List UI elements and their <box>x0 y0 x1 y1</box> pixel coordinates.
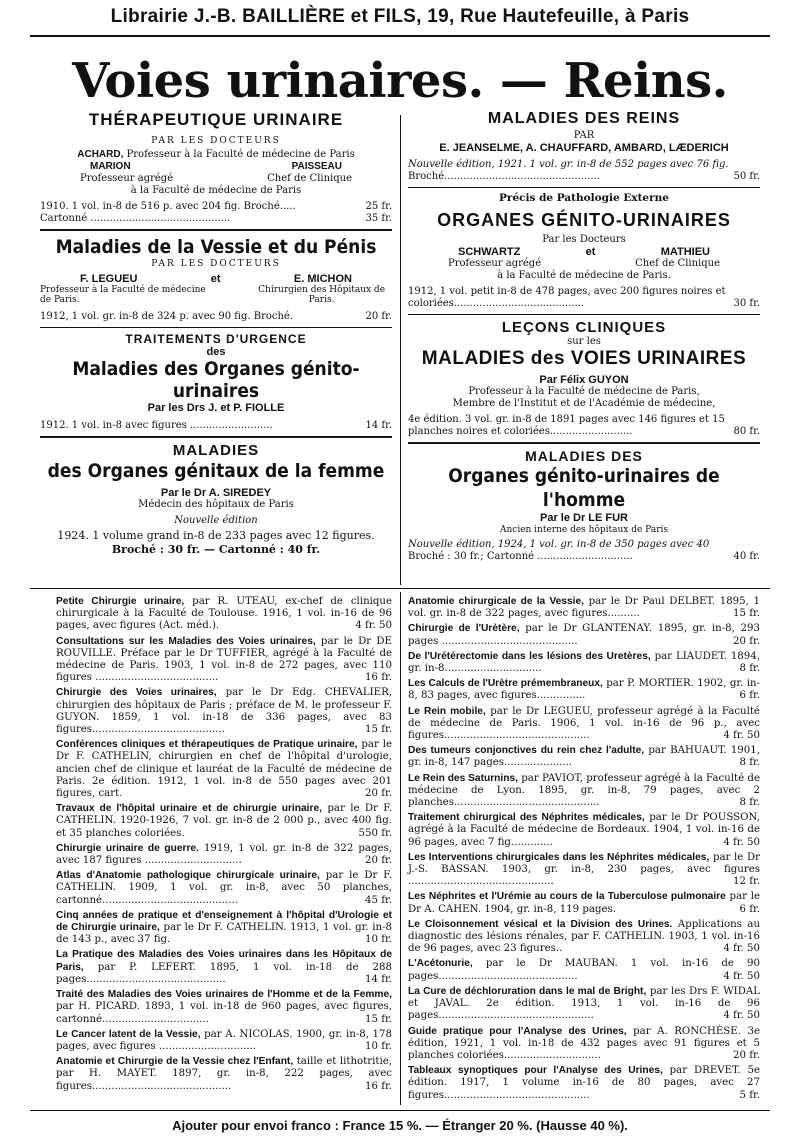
entry-details: par le Dr F. CATHELIN. 1920-1926, 7 vol. gr. in-8 de 2 000 p., avec 400 fig. et 35 planches coloriées. <box>56 803 392 839</box>
shipping-note: Ajouter pour envoi franco : France 15 %. — Étranger 20 %. (Hausse 40 %). <box>172 1118 628 1133</box>
ad-title: MALADIES <box>172 442 260 459</box>
author: F. LEGUEU <box>80 273 138 285</box>
entry-details: par BAHUAUT. 1901, gr. in-8, 147 pages..................... <box>408 745 760 769</box>
entry-title: Les Néphrites et l'Urémie au cours de la Tuberculose pulmonaire <box>408 891 726 903</box>
book-info: Nouvelle édition, 1924, 1 vol. gr. in-8 de 350 pages avec 40 <box>408 539 710 550</box>
catalog-entry <box>408 958 760 982</box>
conjunction: et <box>585 246 596 258</box>
catalog-entry <box>56 803 392 840</box>
ad-reins <box>408 110 760 183</box>
ad-title: ORGANES GÉNITO-URINAIRES <box>437 210 731 230</box>
price: 25 fr. <box>365 201 392 212</box>
divider <box>408 314 760 315</box>
book-info: Broché................................................. <box>408 171 600 182</box>
entry-title: Traitement chirurgical des Néphrites médicales, <box>408 812 645 824</box>
left-ads <box>40 110 392 556</box>
entry-price: 10 fr. <box>365 934 392 946</box>
entry-details: par le Dr MAUBAN. 1 vol. in-16 de 90 pages........................................... <box>408 958 760 982</box>
entry-details: 1919, 1 vol. gr. in-8 de 322 pages, avec 187 figures .............................. <box>56 842 392 867</box>
entry-price: 4 fr. 50 <box>723 1010 760 1022</box>
catalog-entry <box>408 773 760 810</box>
book-info: 1910. 1 vol. in-8 de 516 p. avec 204 fig. Broché..... <box>40 201 296 212</box>
entry-price: 8 fr. <box>739 797 760 809</box>
author-role: à la Faculté de médecine de Paris. <box>497 270 671 281</box>
entry-title: Petite Chirurgie urinaire, <box>56 596 185 607</box>
series-title: Précis de Pathologie Externe <box>499 192 669 204</box>
column-divider <box>400 115 401 585</box>
entry-details: par le Dr J.-S. BASSAN. 1903, gr. in-8, 230 pages, avec figures ............................................. <box>408 851 760 888</box>
ad-title: des Organes génitaux de la femme <box>47 460 385 482</box>
header-rule <box>30 35 770 37</box>
entry-details: par le Dr F. CATHELIN. 1913, 1 vol. gr. in-8 de 143 p., avec 37 fig. <box>56 922 392 946</box>
catalog-entry <box>56 989 392 1026</box>
entry-price: 4 fr. 50 <box>723 970 760 982</box>
divider <box>408 442 760 444</box>
author-role: Chef de Clinique <box>267 173 352 184</box>
catalog-entry <box>56 1029 392 1053</box>
entry-title: Anatomie et Chirurgie de la Vessie chez l'Enfant, <box>56 1056 294 1068</box>
catalog-divider <box>400 592 401 1105</box>
catalog-entry <box>408 651 760 675</box>
price: Broché : 30 fr. — Cartonné : 40 fr. <box>111 543 321 556</box>
entry-title: Tableaux synoptiques pour l'Analyse des Urines, <box>408 1065 663 1077</box>
ad-by: Par Félix GUYON <box>539 374 629 386</box>
catalog-entry <box>408 596 760 620</box>
catalog-entry <box>408 745 760 769</box>
conjunction: et <box>210 273 221 285</box>
ad-by: Par le Dr A. SIREDEY <box>160 487 272 499</box>
ad-title: des <box>206 346 226 358</box>
entry-title: Guide pratique pour l'Analyse des Urines, <box>408 1025 627 1037</box>
catalog-right <box>408 596 760 1105</box>
catalog-entry <box>408 891 760 915</box>
entry-price: 550 fr. <box>358 827 392 839</box>
divider <box>40 436 392 438</box>
main-title: Voies urinaires. — Reins. <box>72 53 728 109</box>
price: 35 fr. <box>365 213 392 224</box>
divider <box>408 187 760 188</box>
ad-title: Maladies de la Vessie et du Pénis <box>55 236 377 258</box>
ad-title: sur les <box>567 336 601 347</box>
entry-details: par R. UTEAU, ex-chef de clinique chirurgicale à la Faculté de Toulouse. 1916, 1 vol. in-16 de 96 pages, avec figures (Act. méd.). <box>56 596 392 632</box>
author: PAISSEAU <box>291 161 342 172</box>
ad-by: Par les Drs J. et P. FIOLLE <box>147 402 285 414</box>
entry-title: Des tumeurs conjonctives du rein chez l'adulte, <box>408 745 645 757</box>
entry-title: De l'Urétérectomie dans les lésions des Uretères, <box>408 650 651 662</box>
author: MARION <box>90 161 131 172</box>
entry-details: par le Dr POUSSON, agrégé à la Faculté de médecine de Bordeaux. 1904, 1 vol. in-16 de 96 pages, avec 7 fig............. <box>408 812 761 848</box>
entry-price: 15 fr. <box>365 724 392 736</box>
catalog-entry <box>56 1056 392 1093</box>
ad-title: THÉRAPEUTIQUE URINAIRE <box>88 110 344 129</box>
entry-price: 16 fr. <box>365 1080 392 1092</box>
catalog-entry <box>56 949 392 986</box>
entry-details: par PAVIOT, professeur agrégé à la Faculté de médecine de Lyon. 1895, gr. in-8, 79 pages, avec 2 planches............................................. <box>408 772 760 809</box>
entry-price: 45 fr. <box>365 894 392 906</box>
entry-details: par A. RONCHÈSE. 3e édition, 1921, 1 vol. in-18 de 432 pages avec 91 figures et 5 planches coloriées.............................. <box>408 1025 760 1061</box>
entry-price: 20 fr. <box>733 1049 760 1061</box>
ad-therapeutique <box>40 110 392 225</box>
entry-details: par le Dr Edg. CHEVALIER, chirurgien des hôpitaux de Paris ; préface de M. le professeur F. GUYON. 1859, 1 vol. in-18 de 336 pages, avec 83 figures......................................... <box>56 687 392 736</box>
entry-details: par le Dr GLANTENAY. 1895, gr. in-8, 293 pages .......................................... <box>408 623 760 647</box>
ad-by: Par les Docteurs <box>542 234 626 245</box>
author-role: Professeur à la Faculté de médecine de Paris. <box>40 285 206 305</box>
entry-title: Traité des Maladies des Voies urinaires de l'Homme et de la Femme, <box>56 989 392 1001</box>
entry-title: La Cure de déchloruration dans le mal de Bright, <box>408 985 647 997</box>
edition: Nouvelle édition <box>174 515 258 526</box>
publisher-header: Librairie J.-B. BAILLIÈRE et FILS, 19, Rue Hautefeuille, à Paris <box>110 6 690 27</box>
entry-details: par le Dr F. CATHELIN. 1909, 1 vol. gr. in-8, avec 50 planches, cartonné.......................................... <box>56 870 392 906</box>
entry-title: Travaux de l'hôpital urinaire et de chirurgie urinaire, <box>56 803 322 815</box>
entry-price: 16 fr. <box>365 672 392 684</box>
entry-details: par les Drs F. WIDAL et JAVAL. 2e édition. 1913, 1 vol. in-16 de 96 pages................................................ <box>408 985 760 1022</box>
entry-details: Applications au diagnostic des lésions rénales, par F. CATHELIN. 1903, 1 vol. in-16 de 96 pages, avec 23 figures.. <box>408 918 761 955</box>
author-role: Professeur à la Faculté de médecine de Paris <box>126 149 355 160</box>
book-info: Nouvelle édition, 1921. 1 vol. gr. in-8 de 552 pages avec 76 fig. <box>408 159 729 170</box>
entry-details: par le Dr Paul DELBET. 1895, 1 vol. gr. in-8 de 322 pages, avec figures.......... <box>408 596 760 620</box>
entry-title: Chirurgie urinaire de guerre. <box>56 842 199 854</box>
catalog-entry <box>408 852 760 889</box>
entry-details: par P. LEFERT. 1895, 1 vol. in-18 de 288 pages........................................... <box>56 961 392 985</box>
footer-rule <box>30 1110 770 1111</box>
author-role: Professeur agrégé <box>80 173 174 184</box>
author-role: Professeur à la Faculté de médecine de Paris, <box>468 386 700 397</box>
ad-homme <box>408 448 760 563</box>
ad-title: MALADIES des VOIES URINAIRES <box>421 348 747 369</box>
ad-urgence <box>40 332 392 432</box>
entry-details: par P. MORTIER. 1902, gr. in-8, 83 pages, avec figures............... <box>408 678 760 702</box>
entry-title: Le Rein mobile, <box>408 705 486 717</box>
entry-price: 8 fr. <box>739 663 760 675</box>
entry-price: 4 fr. 50 <box>723 943 760 955</box>
catalog-entry <box>56 843 392 867</box>
catalog-entry <box>56 636 392 685</box>
entry-price: 20 fr. <box>365 788 392 800</box>
entry-details: par le Dr F. CATHELIN, chirurgien en chef de l'hôpital d'urologie, ancien chef de clinique et lauréat de la Faculté de médecine de Paris. 2e édition. 1912, 1 vol. in-8 de 550 pages avec 201 figures, cart. <box>56 739 393 800</box>
ad-by: PAR <box>573 130 595 141</box>
catalog-entry <box>56 910 392 947</box>
ad-title: MALADIES DES <box>525 448 643 464</box>
entry-details: par le Dr DE ROUVILLE. Préface par le Dr TUFFIER, agrégé à la Faculté de médecine de Paris. 1903, 1 vol. in-8 de 272 pages, avec 110 figures ...................................... <box>56 635 392 684</box>
entry-price: 15 fr. <box>365 1013 392 1025</box>
entry-title: Cinq années de pratique et d'enseignement à l'hôpital d'Urologie et de Chirurgie urinaire, <box>56 909 392 934</box>
catalog-entry <box>56 687 392 736</box>
entry-price: 8 fr. <box>739 757 760 769</box>
entry-details: par LIAUDET. 1894, gr. in-8.............................. <box>408 650 760 675</box>
catalog-entry <box>56 596 392 633</box>
price: 30 fr. <box>733 298 760 309</box>
section-rule <box>30 588 770 589</box>
entry-price: 6 fr. <box>739 690 760 702</box>
ad-organes <box>408 192 760 310</box>
divider <box>40 229 392 231</box>
book-info: Cartonné ............................................ <box>40 213 231 224</box>
catalog-entry <box>408 919 760 956</box>
catalog-entry <box>408 706 760 743</box>
entry-details: par le Dr A. CAHEN. 1904, gr. in-8, 119 pages. <box>408 891 761 915</box>
ad-title: Organes génito-urinaires de l'homme <box>448 465 720 511</box>
ad-title: TRAITEMENTS D'URGENCE <box>125 332 307 346</box>
entry-details: par A. NICOLAS. 1900, gr. in-8, 178 pages, avec figures .............................. <box>56 1028 392 1052</box>
author-role: Chef de Clinique <box>635 258 720 269</box>
entry-price: 14 fr. <box>365 973 392 985</box>
author-role: Membre de l'Institut et de l'Académie de médecine, <box>452 398 716 409</box>
entry-price: 20 fr. <box>365 855 392 867</box>
entry-title: Conférences cliniques et thérapeutiques de Pratique urinaire, <box>56 739 358 751</box>
entry-price: 4 fr. 50 <box>355 620 392 632</box>
entry-details: taille et lithotritie, par H. MAYET. 1897, gr. in-8, 222 pages, avec figures........................................... <box>56 1056 392 1092</box>
book-info: 4e édition. 3 vol. gr. in-8 de 1891 pages avec 146 figures et 15 planches noires et coloriées.......................... <box>408 414 725 437</box>
author: SCHWARTZ <box>458 246 521 258</box>
entry-title: Le Rein des Saturnins, <box>408 772 518 784</box>
author: E. JEANSELME, A. CHAUFFARD, AMBARD, LÆDERICH <box>439 142 729 154</box>
entry-details: par le Dr LEGUEU, professeur agrégé à la Faculté de médecine de Paris. 1906, 1 vol. in-16 de 96 p., avec figures............................................. <box>408 705 760 742</box>
catalog-entry <box>408 678 760 702</box>
entry-price: 15 fr. <box>733 608 760 620</box>
entry-price: 4 fr. 50 <box>723 836 760 848</box>
divider <box>40 327 392 328</box>
entry-title: Chirurgie des Voies urinaires, <box>56 687 217 699</box>
catalog-entry <box>408 986 760 1023</box>
ad-lecons <box>408 319 760 438</box>
entry-price: 10 fr. <box>365 1040 392 1052</box>
catalog-entry <box>408 812 760 849</box>
price: 50 fr. <box>733 171 760 182</box>
entry-details: par DREVET. 5e édition. 1917, 1 volume in-16 de 80 pages, avec 27 figures............................................. <box>408 1065 760 1101</box>
catalog-entry <box>408 1065 760 1102</box>
price: 80 fr. <box>733 426 760 437</box>
entry-title: Atlas d'Anatomie pathologique chirurgicale urinaire, <box>56 870 320 882</box>
book-info: 1912, 1 vol. petit in-8 de 478 pages, avec 200 figures noires et coloriées......................................... <box>408 286 726 309</box>
ad-title: MALADIES DES REINS <box>487 110 681 127</box>
ad-title: LEÇONS CLINIQUES <box>501 319 667 336</box>
entry-title: La Pratique des Maladies des Voies urinaires dans les Hôpitaux de Paris, <box>56 949 392 973</box>
book-info: 1912, 1 vol. gr. in-8 de 324 p. avec 90 fig. Broché. <box>40 311 294 322</box>
ad-by: PAR LES DOCTEURS <box>151 136 281 146</box>
author-role: à la Faculté de médecine de Paris <box>130 185 302 196</box>
book-info: 1912. 1 vol. in-8 avec figures .......................... <box>40 420 273 431</box>
entry-title: L'Acétonurie, <box>408 958 473 970</box>
catalog-entry <box>56 870 392 907</box>
catalog-entry <box>408 1026 760 1063</box>
ad-title: Maladies des Organes génito-urinaires <box>72 358 360 402</box>
price: 40 fr. <box>733 551 760 562</box>
author-role: Chirurgien des Hôpitaux de Paris. <box>258 285 386 305</box>
ad-by: PAR LES DOCTEURS <box>151 259 281 269</box>
entry-price: 4 fr. 50 <box>723 730 760 742</box>
price: 14 fr. <box>365 420 392 431</box>
catalog-entry <box>408 623 760 647</box>
entry-price: 6 fr. <box>739 903 760 915</box>
entry-price: 20 fr. <box>733 635 760 647</box>
entry-title: Le Cancer latent de la Vessie, <box>56 1028 201 1040</box>
book-info: 1924. 1 volume grand in-8 de 233 pages avec 12 figures. <box>57 529 375 542</box>
entry-title: Chirurgie de l'Urètère, <box>408 623 520 635</box>
entry-price: 12 fr. <box>733 876 760 888</box>
ad-vessie <box>40 235 392 323</box>
author: MATHIEU <box>660 246 710 258</box>
catalog-left <box>56 596 392 1096</box>
entry-title: Les Calculs de l'Urètre prémembraneux, <box>408 678 603 690</box>
entry-price: 5 fr. <box>739 1089 760 1101</box>
entry-title: Anatomie chirurgicale de la Vessie, <box>408 596 585 607</box>
author-role: Ancien interne des hôpitaux de Paris <box>499 525 668 535</box>
entry-title: Consultations sur les Maladies des Voies urinaires, <box>56 635 316 647</box>
author: E. MICHON <box>293 273 352 285</box>
right-ads <box>408 110 760 563</box>
author: ACHARD, <box>77 149 124 160</box>
author-role: Professeur agrégé <box>448 258 542 269</box>
catalog-entry <box>56 739 392 800</box>
book-info: Broché : 30 fr.; Cartonné .............................. <box>408 551 633 562</box>
entry-title: Le Cloisonnement vésical et la Division des Urines. <box>408 918 673 930</box>
author-role: Médecin des hôpitaux de Paris <box>138 499 294 510</box>
ad-femme <box>40 442 392 556</box>
price: 20 fr. <box>365 311 392 322</box>
ad-by: Par le Dr LE FUR <box>539 512 629 524</box>
entry-title: Les Interventions chirurgicales dans les Néphrites médicales, <box>408 851 710 863</box>
entry-details: par H. PICARD. 1893, 1 vol. in-18 de 960 pages, avec figures, cartonné................................. <box>56 1001 392 1025</box>
